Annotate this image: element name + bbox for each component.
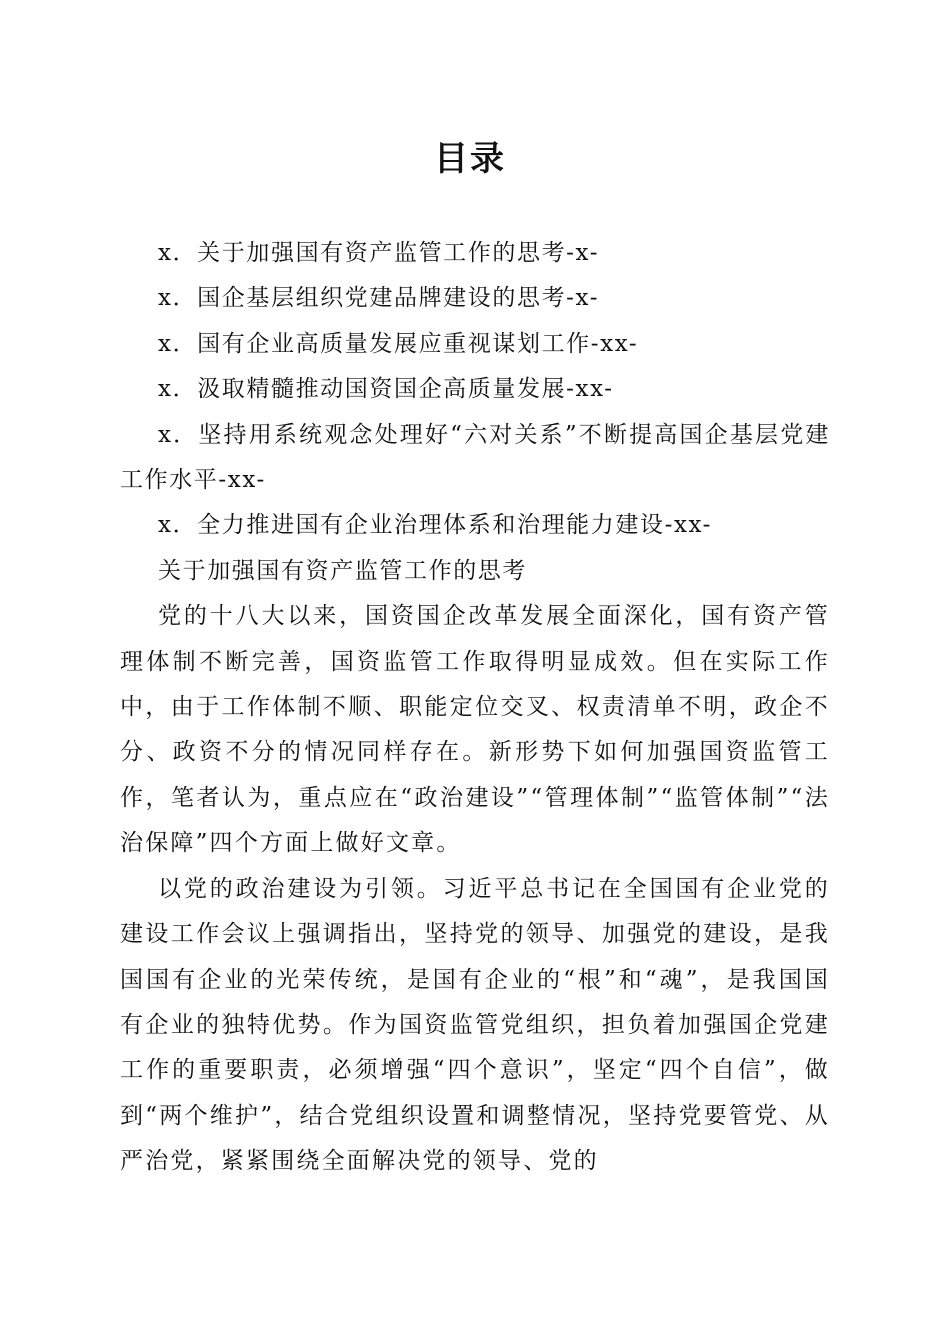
body-paragraph: 以党的政治建设为引领。习近平总书记在全国国有企业党的建设工作会议上强调指出，坚持党的领导、加强党的建设，是我国国有企业的光荣传统，是国有企业的“根”和“魂”，是我国国有企业的独特优势。作为国资监管党组织，担负着加强国企党建工作的重要职责，必须增强“四个意识”，坚定“四个自信”，做到“两个维护”，结合党组织设置和调整情况，坚持党要管党、从严治党，紧紧围绕全面解决党的领导、党的 (120, 875, 830, 1175)
body-paragraph: 党的十八大以来，国资国企改革发展全面深化，国有资产管理体制不断完善，国资监管工作取得明显成效。但在实际工作中，由于工作体制不顺、职能定位交叉、权责清单不明，政企不分、政资不分的情况同样存在。新形势下如何加强国资监管工作，笔者认为，重点应在“政治建设”“管理体制”“监管体制”“法治保障”四个方面上做好文章。 (120, 603, 830, 857)
page-title: 目录 (434, 139, 506, 179)
section-heading: 关于加强国有资产监管工作的思考 (158, 557, 527, 584)
toc-item: x．国有企业高质量发展应重视谋划工作-xx- (158, 330, 639, 357)
toc-item: x．汲取精髓推动国资国企高质量发展-xx- (158, 376, 614, 403)
document-body (120, 231, 830, 1185)
toc-item: x．国企基层组织党建品牌建设的思考-x- (158, 285, 600, 312)
toc-item: x．关于加强国有资产监管工作的思考-x- (158, 240, 600, 266)
toc-item: x．坚持用系统观念处理好“六对关系”不断提高国企基层党建工作水平-xx- (120, 421, 830, 494)
toc-item: x．全力推进国有企业治理体系和治理能力建设-xx- (158, 512, 713, 539)
